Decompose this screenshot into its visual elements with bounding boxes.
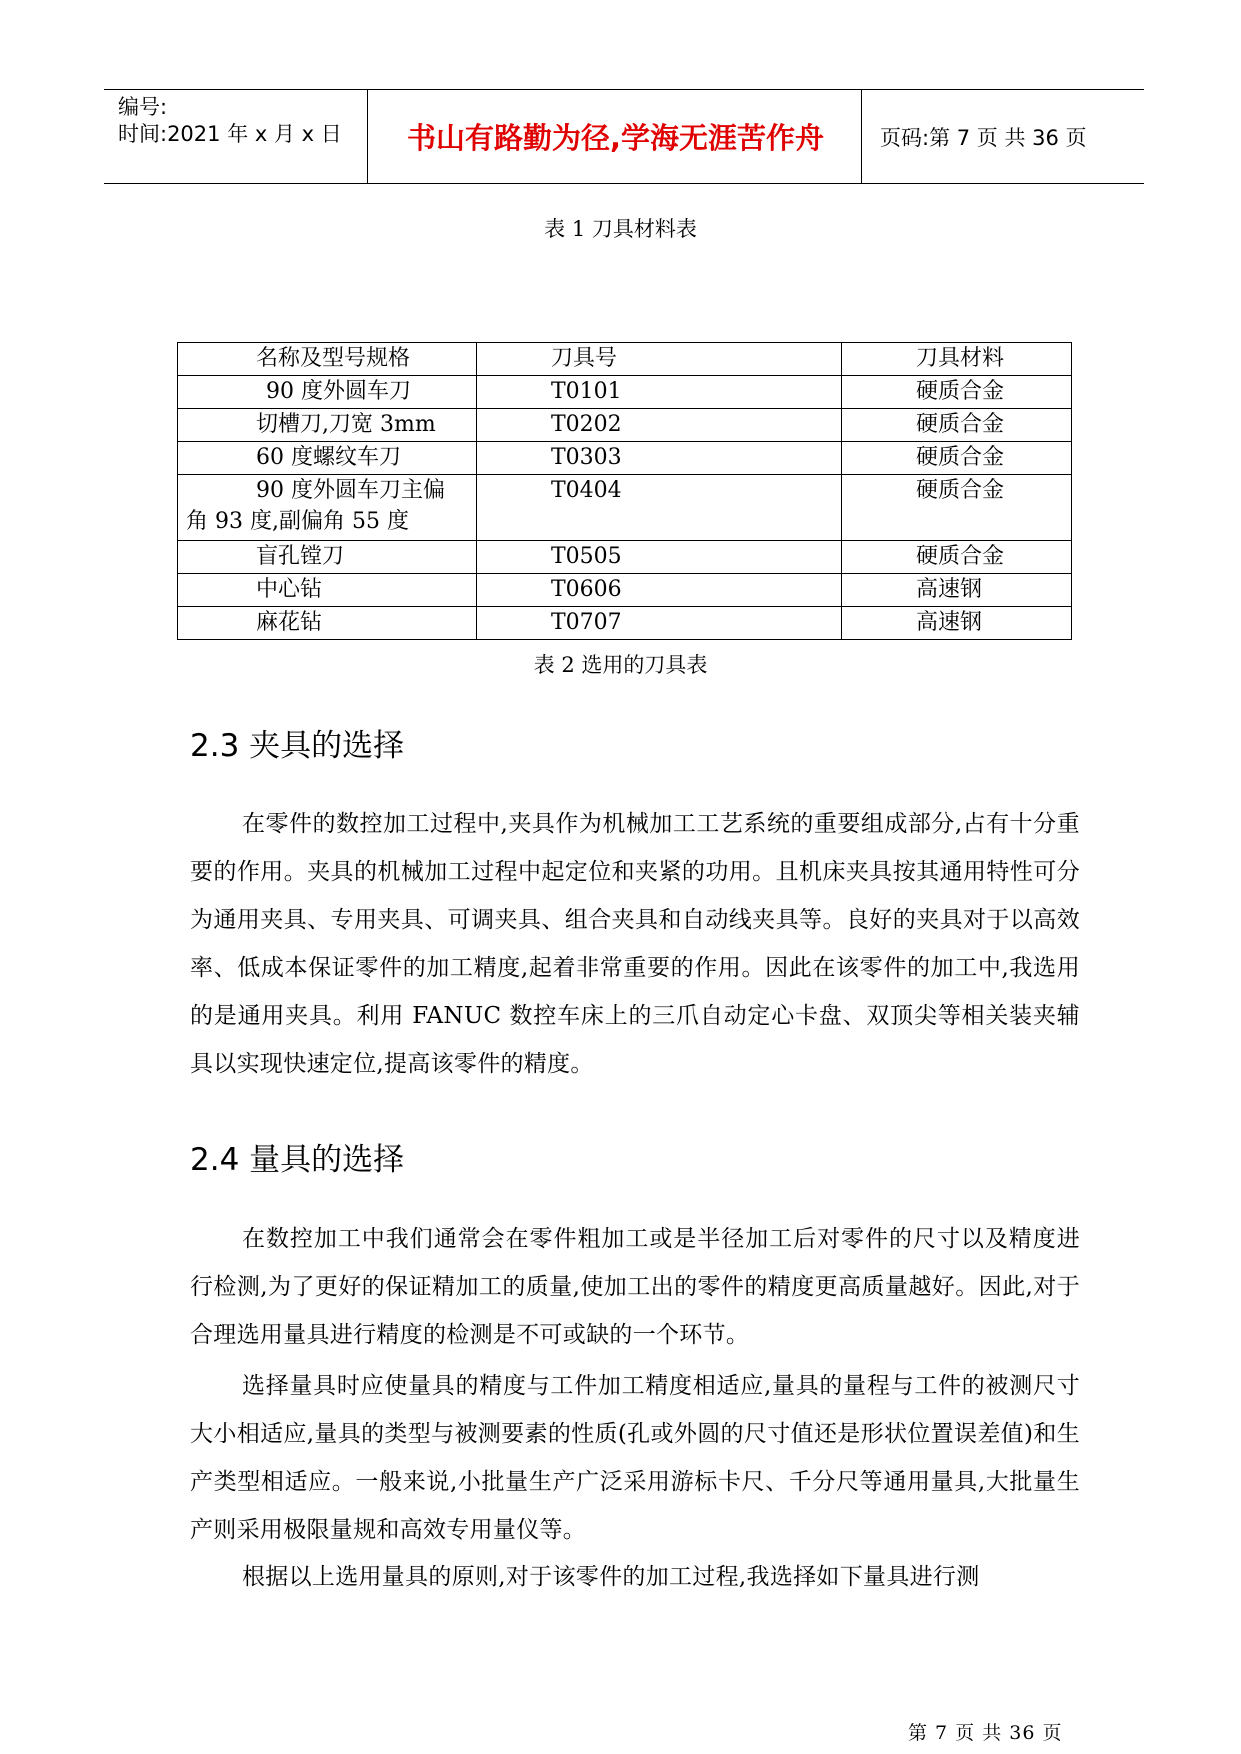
tool-name: 中心钻 <box>178 574 477 607</box>
table-header-cell: 名称及型号规格 <box>178 343 477 376</box>
section-paragraph: 在数控加工中我们通常会在零件粗加工或是半径加工后对零件的尺寸以及精度进行检测,为了更好的保证精加工的质量,使加工出的零件的精度更高质量越好。因此,对于合理选用量具进行精度的检测是不可或缺的一个环节。 <box>190 1226 1080 1348</box>
table-row <box>178 607 1072 640</box>
table-row <box>178 442 1072 475</box>
table-header-cell: 刀具材料 <box>842 343 1072 376</box>
page-footer: 第 7 页 共 36 页 <box>908 1722 1063 1744</box>
section-heading: 2.4 量具的选择 <box>190 1142 405 1178</box>
tool-material: 高速钢 <box>842 607 1072 640</box>
tool-name: 盲孔镗刀 <box>178 541 477 574</box>
table-header-row <box>178 343 1072 376</box>
header-meta <box>118 90 368 183</box>
tool-material: 硬质合金 <box>842 541 1072 574</box>
section-heading: 2.3 夹具的选择 <box>190 728 405 764</box>
tool-code: T0303 <box>477 442 842 475</box>
tool-material: 硬质合金 <box>842 475 1072 541</box>
section-paragraph: 选择量具时应使量具的精度与工件加工精度相适应,量具的量程与工件的被测尺寸大小相适应,量具的类型与被测要素的性质(孔或外圆的尺寸值还是形状位置误差值)和生产类型相适应。一般来说,小批量生产广泛采用游标卡尺、千分尺等通用量具,大批量生产则采用极限量规和高效专用量仪等。 <box>190 1373 1080 1543</box>
tool-code: T0707 <box>477 607 842 640</box>
page-header <box>104 89 1144 184</box>
table-row <box>178 409 1072 442</box>
number-label: 编号: <box>118 95 168 119</box>
tool-name: 麻花钻 <box>178 607 477 640</box>
tool-code: T0505 <box>477 541 842 574</box>
table-row <box>178 574 1072 607</box>
tool-material: 硬质合金 <box>842 442 1072 475</box>
tool-code: T0101 <box>477 376 842 409</box>
time-label: 时间:2021 年 x 月 x 日 <box>118 122 342 146</box>
table-header-cell: 刀具号 <box>477 343 842 376</box>
header-divider <box>861 90 862 183</box>
tool-name: 90 度外圆车刀 <box>178 376 477 409</box>
tool-material: 硬质合金 <box>842 376 1072 409</box>
table1-caption: 表 1 刀具材料表 <box>544 217 697 241</box>
tool-code: T0202 <box>477 409 842 442</box>
table-row <box>178 475 1072 541</box>
tools-table <box>177 342 1072 640</box>
tool-name: 90 度外圆车刀主偏 角 93 度,副偏角 55 度 <box>178 475 477 541</box>
tool-code: T0404 <box>477 475 842 541</box>
section-paragraph: 在零件的数控加工过程中,夹具作为机械加工工艺系统的重要组成部分,占有十分重要的作用。夹具的机械加工过程中起定位和夹紧的功用。且机床夹具按其通用特性可分为通用夹具、专用夹具、可调夹具、组合夹具和自动线夹具等。良好的夹具对于以高效率、低成本保证零件的加工精度,起着非常重要的作用。因此在该零件的加工中,我选用的是通用夹具。利用 FANUC 数控车床上的三爪自动定心卡盘、双顶尖等相关装夹辅具以实现快速定位,提高该零件的精度。 <box>190 811 1080 1077</box>
header-page-label: 页码:第 7 页 共 36 页 <box>880 125 1087 150</box>
header-motto: 书山有路勤为径,学海无涯苦作舟 <box>406 121 825 155</box>
tool-material: 高速钢 <box>842 574 1072 607</box>
tool-name: 60 度螺纹车刀 <box>178 442 477 475</box>
tool-name: 切槽刀,刀宽 3mm <box>178 409 477 442</box>
header-divider <box>367 90 368 183</box>
table2-caption: 表 2 选用的刀具表 <box>533 653 708 677</box>
tool-material: 硬质合金 <box>842 409 1072 442</box>
table-row <box>178 376 1072 409</box>
section-paragraph: 根据以上选用量具的原则,对于该零件的加工过程,我选择如下量具进行测 <box>242 1564 980 1590</box>
table-row <box>178 541 1072 574</box>
tool-code: T0606 <box>477 574 842 607</box>
